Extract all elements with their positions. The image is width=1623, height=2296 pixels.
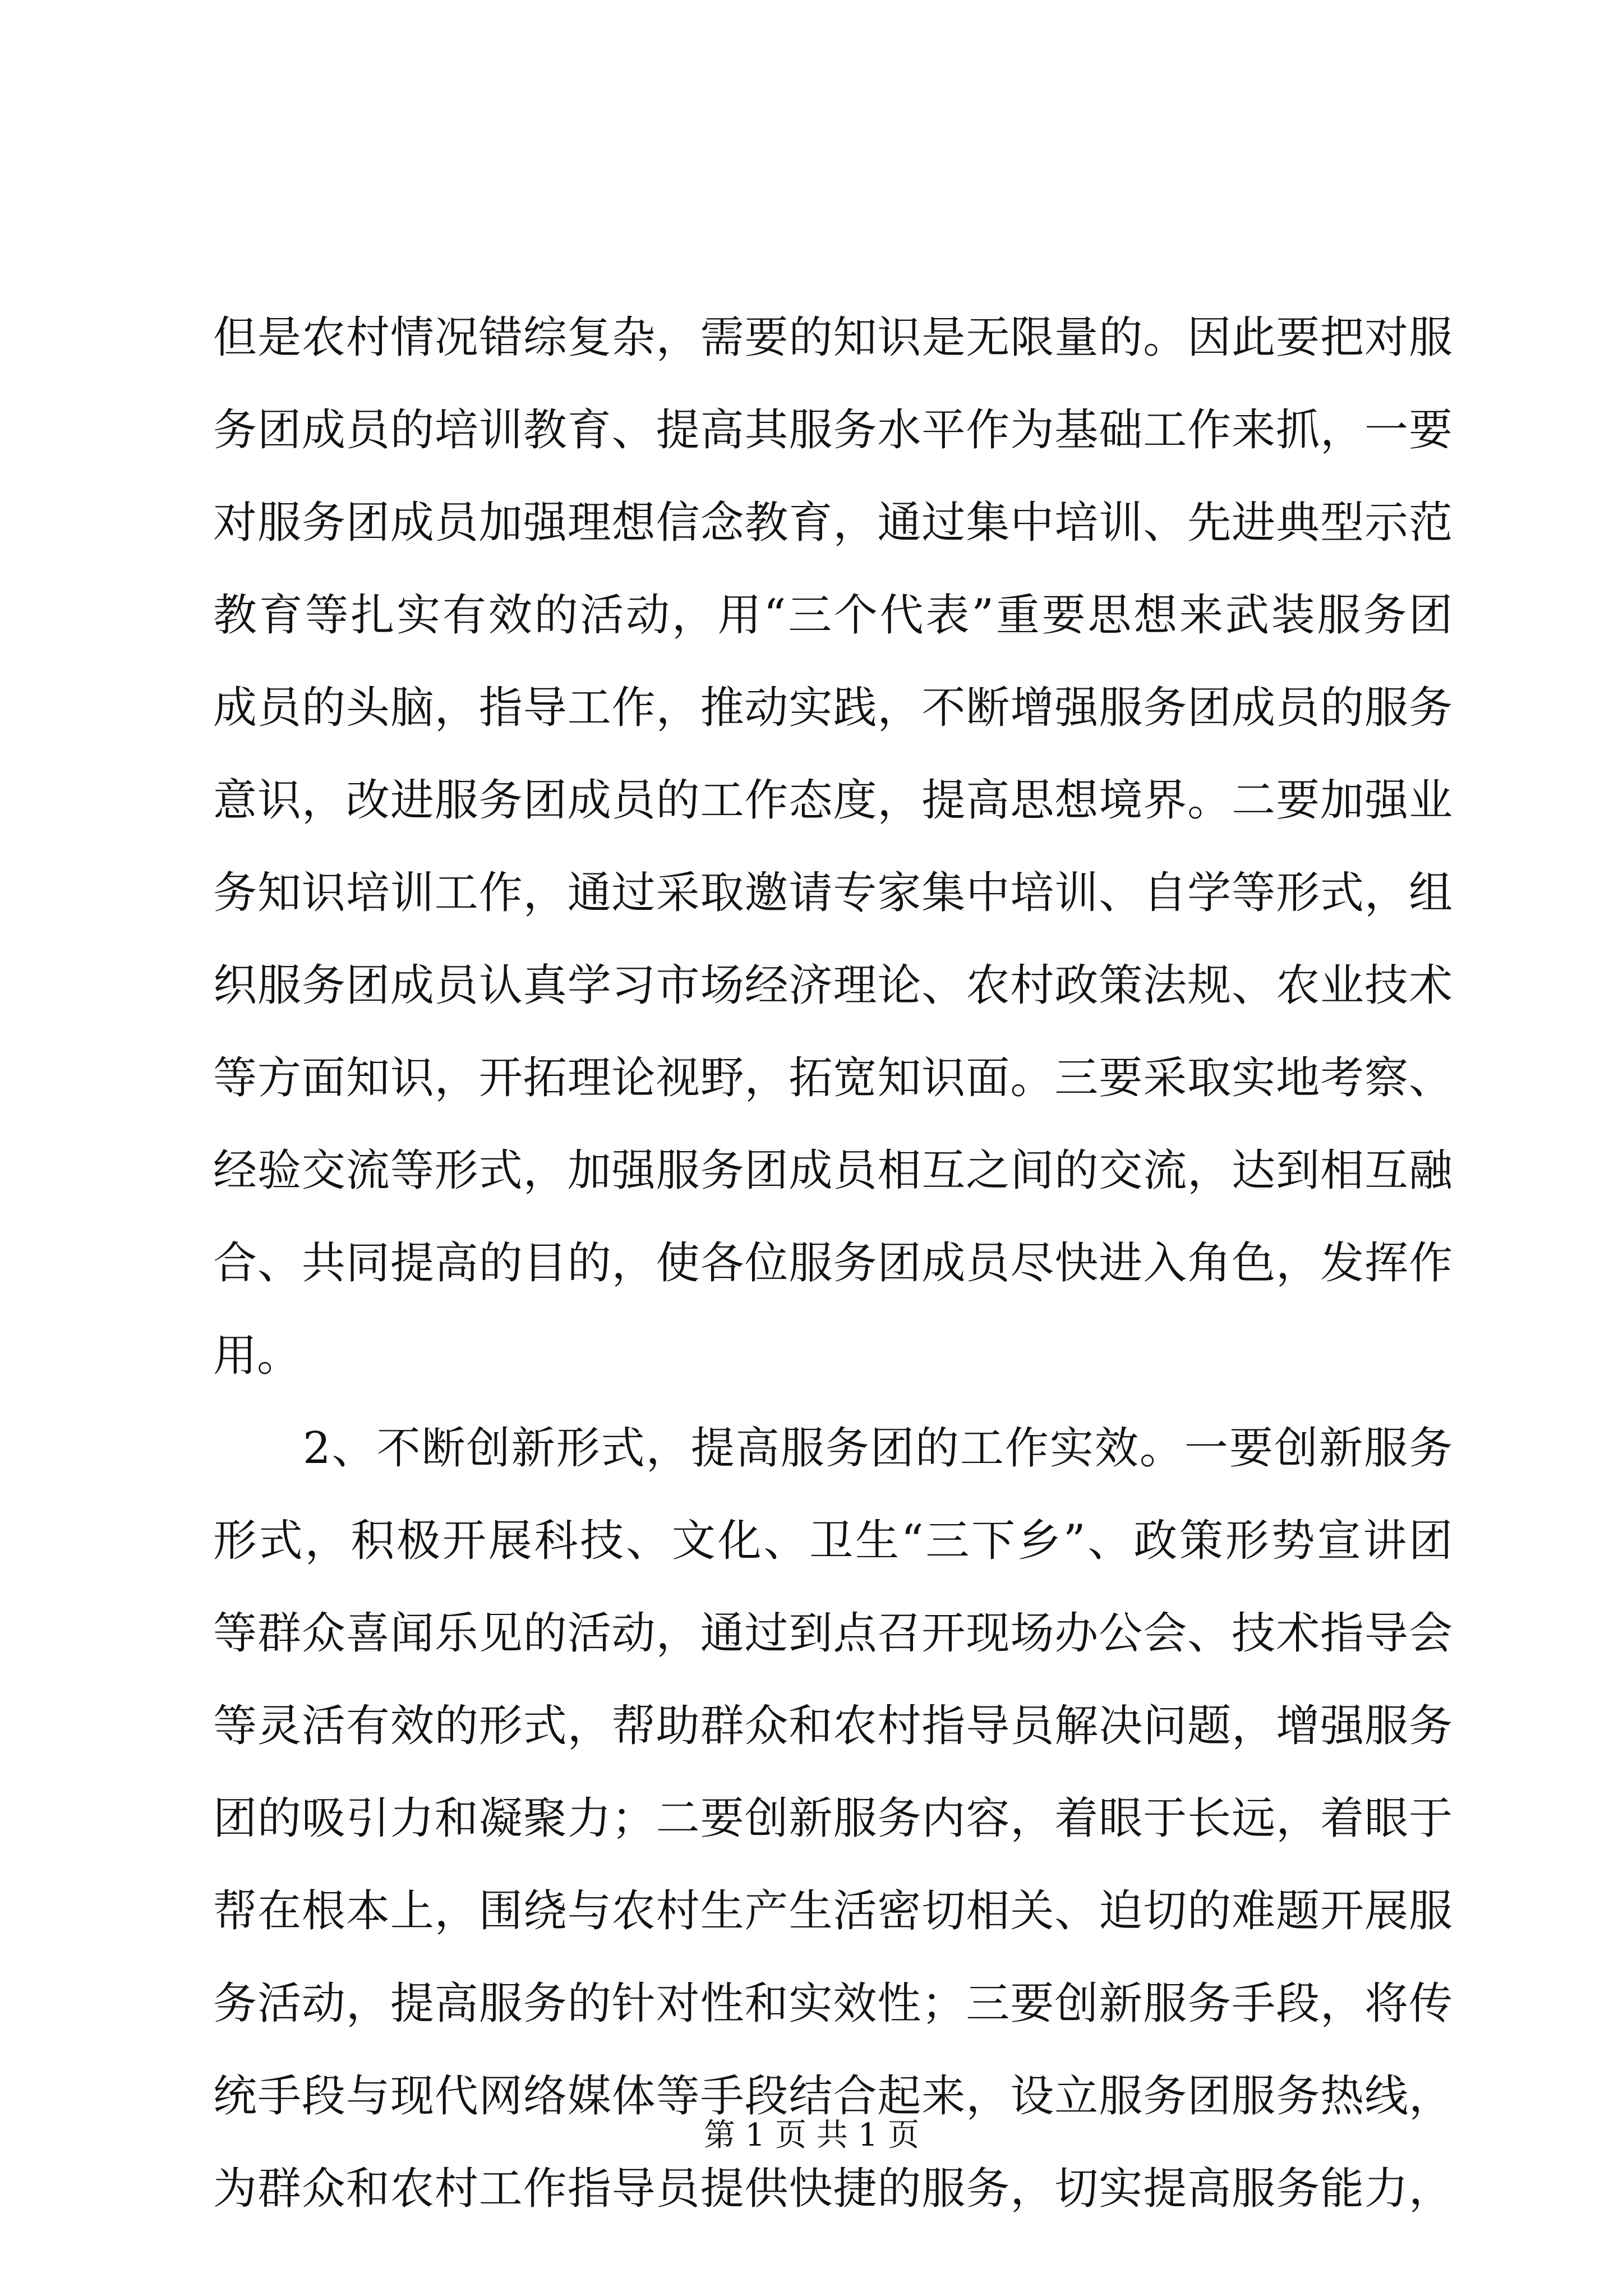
body-text <box>213 292 1453 2235</box>
text-line: 务团成员的培训教育、提高其服务水平作为基础工作来抓，一要 <box>213 405 1453 455</box>
text-line: 教育等扎实有效的活动，用“三个代表”重要思想来武装服务团 <box>213 590 1453 641</box>
text-line: 等群众喜闻乐见的活动，通过到点召开现场办公会、技术指导会 <box>213 1608 1453 1659</box>
text-line: 经验交流等形式，加强服务团成员相互之间的交流，达到相互融 <box>213 1145 1453 1196</box>
text-line: 务知识培训工作，通过采取邀请专家集中培训、自学等形式，组 <box>213 868 1453 918</box>
text-line: 帮在根本上，围绕与农村生产生活密切相关、迫切的难题开展服 <box>213 1886 1453 1936</box>
text-line: 合、共同提高的目的，使各位服务团成员尽快进入角色，发挥作 <box>213 1238 1453 1289</box>
text-line: 等方面知识，开拓理论视野，拓宽知识面。三要采取实地考察、 <box>213 1053 1453 1103</box>
text-line: 为群众和农村工作指导员提供快捷的服务，切实提高服务能力， <box>213 2164 1453 2214</box>
text-line: 成员的头脑，指导工作，推动实践，不断增强服务团成员的服务 <box>213 683 1453 733</box>
text-line: 团的吸引力和凝聚力；二要创新服务内容，着眼于长远，着眼于 <box>213 1793 1453 1844</box>
text-line: 织服务团成员认真学习市场经济理论、农村政策法规、农业技术 <box>213 960 1453 1011</box>
paragraph-start-line: 2、不断创新形式，提高服务团的工作实效。一要创新服务 <box>303 1423 1453 1474</box>
text-line: 用。 <box>213 1331 301 1381</box>
text-line: 但是农村情况错综复杂，需要的知识是无限量的。因此要把对服 <box>213 312 1453 363</box>
text-line: 对服务团成员加强理想信念教育，通过集中培训、先进典型示范 <box>213 498 1453 548</box>
text-line: 形式，积极开展科技、文化、卫生“三下乡”、政策形势宣讲团 <box>213 1516 1453 1566</box>
text-line: 统手段与现代网络媒体等手段结合起来，设立服务团服务热线， <box>213 2071 1453 2122</box>
text-line: 等灵活有效的形式，帮助群众和农村指导员解决问题，增强服务 <box>213 1701 1453 1751</box>
text-line: 意识，改进服务团成员的工作态度，提高思想境界。二要加强业 <box>213 775 1453 826</box>
page-number-footer: 第 1 页 共 1 页 <box>703 2117 920 2154</box>
text-line: 务活动，提高服务的针对性和实效性；三要创新服务手段，将传 <box>213 1978 1453 2029</box>
